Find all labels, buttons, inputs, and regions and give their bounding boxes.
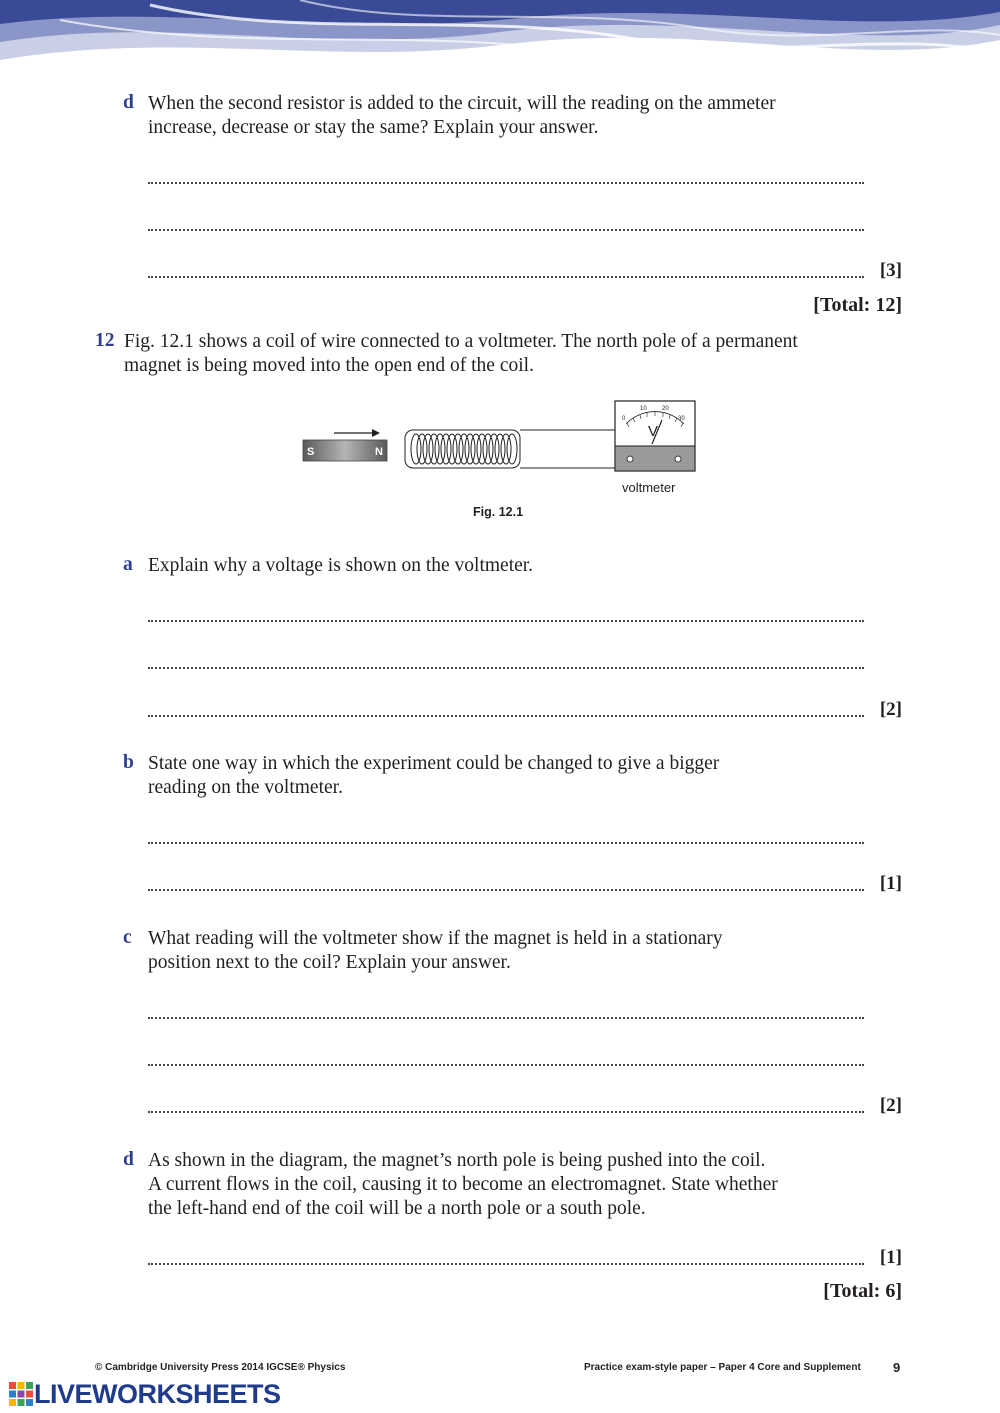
answer-line[interactable] [148,1263,864,1265]
answer-line[interactable] [148,1017,864,1019]
answer-line[interactable] [148,842,864,844]
q12a-mark: [2] [879,699,902,720]
voltmeter-label: voltmeter [622,480,676,495]
q11d-text-line2: increase, decrease or stay the same? Explain your answer. [148,117,599,138]
q11d-mark: [3] [879,260,902,281]
scale-30: 30 [678,416,685,422]
q11-total: [Total: 12] [813,294,902,316]
magnet-north-label: N [375,446,383,458]
footer-paper-title: Practice exam-style paper – Paper 4 Core and Supplement [584,1362,861,1373]
q12d-letter: d [123,1149,134,1170]
answer-line[interactable] [148,1111,864,1113]
scale-10: 10 [640,406,647,412]
voltmeter-symbol: V [648,423,659,440]
scale-20: 20 [662,406,669,412]
magnet-south-label: S [307,446,315,458]
q12c-text-line1: What reading will the voltmeter show if the magnet is held in a stationary [148,928,723,949]
logo-grid-icon [8,1381,34,1407]
q12a-text-line1: Explain why a voltage is shown on the voltmeter. [148,555,534,576]
q11d-letter: d [123,92,134,113]
scale-0: 0 [622,416,626,422]
q12c-mark: [2] [879,1095,902,1116]
voltmeter [615,401,695,471]
q12d-text-line3: the left-hand end of the coil will be a north pole or a south pole. [148,1198,646,1219]
answer-line[interactable] [148,620,864,622]
header-wave-decoration [0,0,1000,80]
brand-text: LIVEWORKSHEETS [34,1378,281,1409]
answer-line[interactable] [148,182,864,184]
fig-12-1-diagram [300,398,700,502]
motion-arrow [334,429,380,437]
q12c-letter: c [123,927,132,948]
answer-line[interactable] [148,229,864,231]
q12-total: [Total: 6] [823,1280,902,1302]
q12-text-line1: Fig. 12.1 shows a coil of wire connected to a voltmeter. The north pole of a permanent [124,331,798,352]
answer-line[interactable] [148,889,864,891]
q12b-text-line1: State one way in which the experiment could be changed to give a bigger [148,753,720,774]
answer-line[interactable] [148,667,864,669]
liveworksheets-logo[interactable] [8,1380,281,1408]
q12d-mark: [1] [879,1247,902,1268]
bar-magnet [303,440,387,461]
q12-text-line2: magnet is being moved into the open end of the coil. [124,355,534,376]
answer-line[interactable] [148,276,864,278]
q12b-text-line2: reading on the voltmeter. [148,777,343,798]
q12b-letter: b [123,752,134,773]
figure-caption: Fig. 12.1 [473,505,524,519]
q11d-text-line1: When the second resistor is added to the circuit, will the reading on the ammeter [148,93,776,114]
q12a-letter: a [123,554,133,575]
q12d-text-line2: A current flows in the coil, causing it to become an electromagnet. State whether [148,1174,778,1195]
answer-line[interactable] [148,1064,864,1066]
footer-copyright: © Cambridge University Press 2014 IGCSE® Physics [95,1362,346,1373]
q12c-text-line2: position next to the coil? Explain your answer. [148,952,511,973]
answer-line[interactable] [148,715,864,717]
q12-number: 12 [95,330,115,351]
page-number: 9 [893,1360,901,1375]
q12b-mark: [1] [879,873,902,894]
q12d-text-line1: As shown in the diagram, the magnet’s north pole is being pushed into the coil. [148,1150,766,1171]
